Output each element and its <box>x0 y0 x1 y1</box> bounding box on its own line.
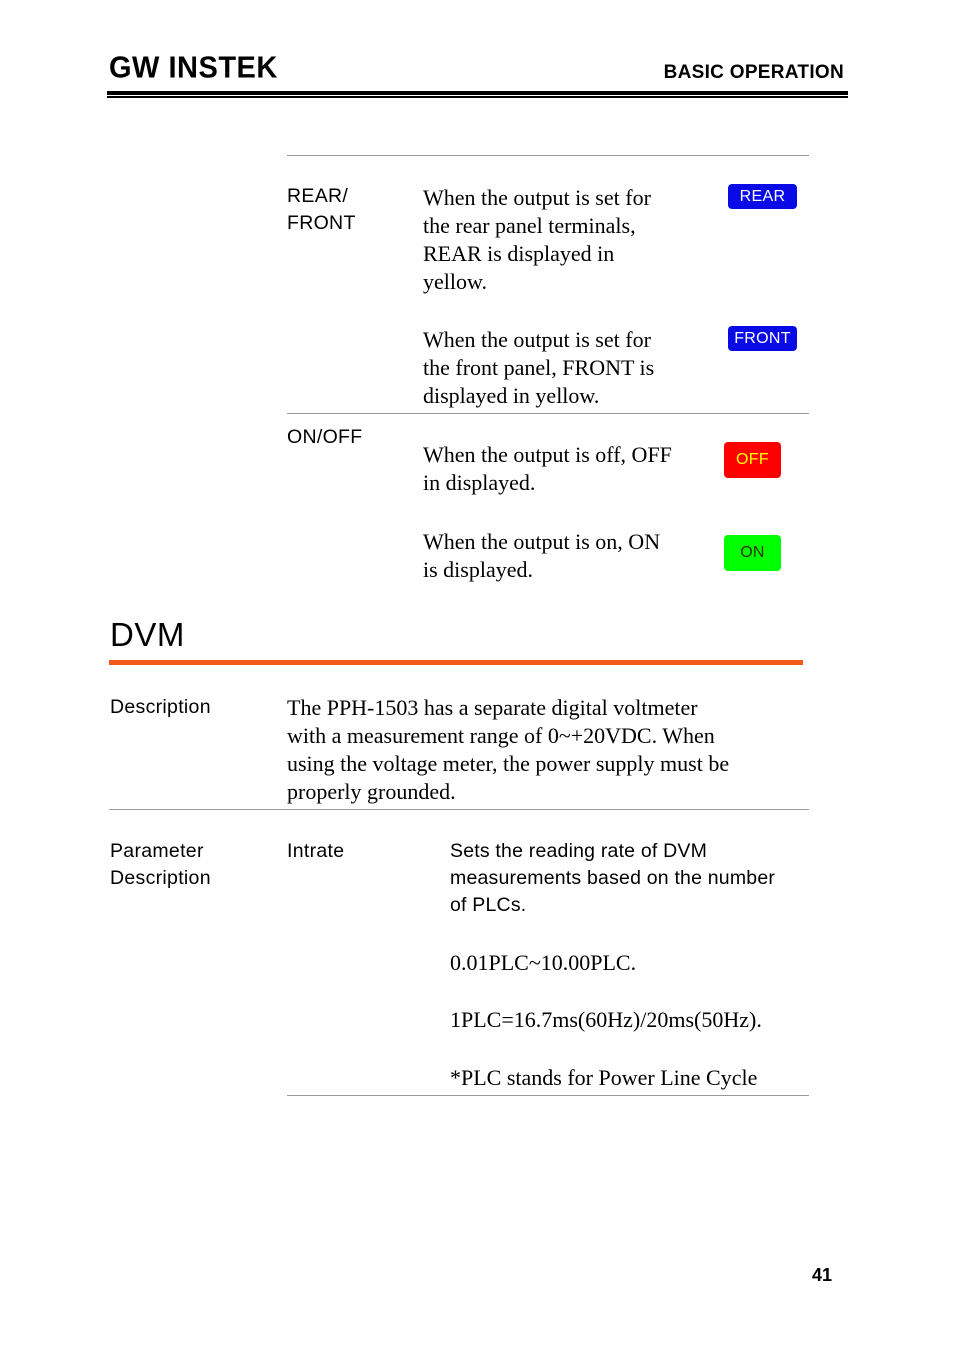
param-table-bottom-rule <box>287 1095 809 1096</box>
dvm-description: The PPH-1503 has a separate digital voltmeter with a measurement range of 0~+20VDC. When using the voltage meter, the power supply must be properly grounded. <box>287 695 730 804</box>
description-label: Description <box>110 696 211 718</box>
label-rear-front: REAR/ FRONT <box>287 185 356 234</box>
param-plc-definition: 1PLC=16.7ms(60Hz)/20ms(50Hz). <box>450 1007 762 1032</box>
table-row-divider <box>287 413 809 414</box>
front-badge: FRONT <box>728 326 797 351</box>
param-note: *PLC stands for Power Line Cycle <box>450 1065 758 1090</box>
param-name-intrate: Intrate <box>287 840 345 862</box>
dvm-heading: DVM <box>110 616 185 653</box>
label-on-off: ON/OFF <box>287 426 363 448</box>
rear-badge: REAR <box>728 184 797 209</box>
param-range: 0.01PLC~10.00PLC. <box>450 950 637 975</box>
header-rule-thin <box>107 96 848 98</box>
rear-description: When the output is set for the rear panel terminals, REAR is displayed in yellow. <box>423 185 651 294</box>
description-divider <box>109 809 809 810</box>
off-description: When the output is off, OFF in displayed. <box>423 442 672 495</box>
gw-instek-logo: GW INSTEK <box>109 51 278 85</box>
section-title: BASIC OPERATION <box>663 62 844 83</box>
on-description: When the output is on, ON is displayed. <box>423 529 661 582</box>
header-rule <box>107 91 848 95</box>
dvm-heading-rule <box>109 660 803 665</box>
front-description: When the output is set for the front panel, FRONT is displayed in yellow. <box>423 327 655 408</box>
off-badge: OFF <box>724 442 781 478</box>
parameter-description-label: Parameter Description <box>110 840 211 889</box>
param-description: Sets the reading rate of DVM measurements based on the number of PLCs. <box>450 840 776 916</box>
table-top-rule <box>287 155 809 156</box>
page-number: 41 <box>812 1265 833 1285</box>
on-badge: ON <box>724 535 781 571</box>
